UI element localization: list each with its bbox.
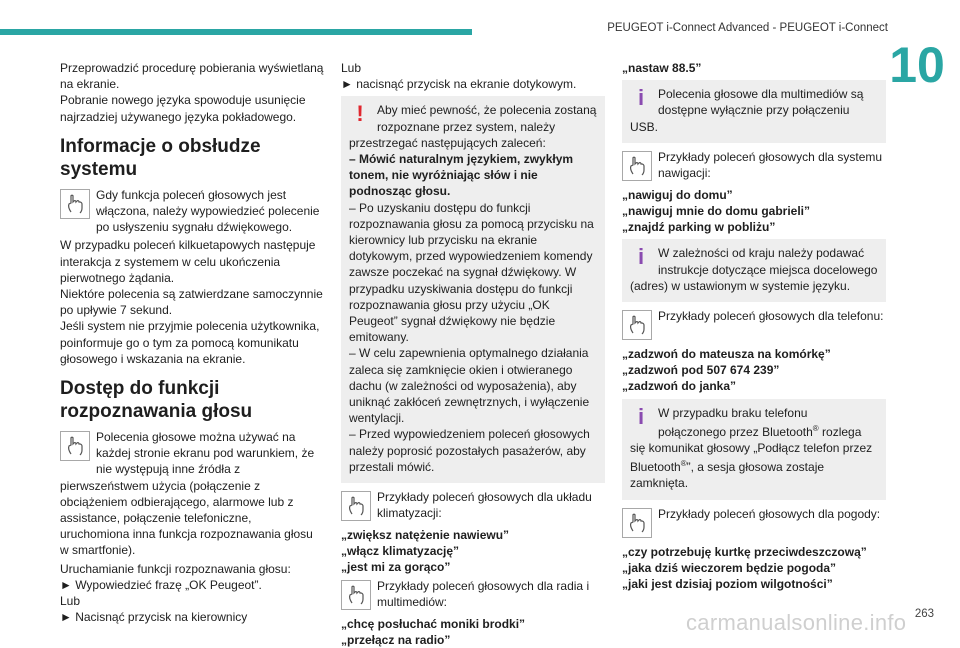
body-text: Niektóre polecenia są zatwierdzane samoczynnie po upływie 7 sekund. [60, 287, 323, 318]
watermark: carmanualsonline.info [686, 610, 907, 635]
section-heading: Informacje o obsłudze systemu [60, 135, 261, 180]
bullet-item: ► Nacisnąć przycisk na kierownicy [60, 610, 248, 625]
note-block [60, 429, 324, 559]
info-icon: i [637, 244, 645, 270]
note-text: Przykłady poleceń głosowych dla pogody: [658, 506, 881, 521]
warning-text: – Przed wypowiedzeniem poleceń głosowych należy poprosić pozostałych pasażerów, aby przestali mówić. [349, 427, 590, 474]
warning-text: – Po uzyskaniu dostępu do funkcji rozpoznawania głosu za pomocą przycisku na kierownicy lub przycisku na ekranie dotykowym, przed wypowiedzeniem komendy zawsze poczekać na sygnał dźwiękowy. W przypadku uzyskiwania dostępu do funkcji rozpoznawania głosu przy użyciu „OK Peugeot” sygnał dźwiękowy nie będzie emitowany. [349, 200, 594, 345]
section-heading: Dostęp do funkcji rozpoznawania głosu [60, 378, 253, 423]
voice-hand-icon [622, 151, 652, 181]
note-block [60, 187, 324, 236]
column-3 [622, 60, 886, 592]
warning-text: – W celu zapewnienia optymalnego działania zaleca się zamknięcie okien i otwieranego dachu (w zależności od wyposażenia), aby uniknąć zakłóceń zewnętrznych, i wyłączenie wentylacji. [349, 346, 590, 426]
column-2 [341, 60, 605, 648]
info-text: Polecenia głosowe dla multimediów są dostępne wyłącznie przy połączeniu USB. [630, 87, 864, 134]
note-text: Przykłady poleceń głosowych dla telefonu: [658, 309, 884, 324]
command-example: „nastaw 88.5” [622, 61, 702, 75]
voice-hand-icon [341, 491, 371, 521]
command-example: „zadzwoń do janka” [622, 379, 737, 394]
note-text: Przykłady poleceń głosowych dla radia i multimediów: [377, 578, 590, 609]
command-example: „jest mi za gorąco” [341, 560, 451, 575]
voice-hand-icon [60, 431, 90, 461]
voice-hand-icon [622, 508, 652, 538]
command-example: „jaka dziś wieczorem będzie pogoda” [622, 560, 837, 575]
body-text: Lub [341, 61, 362, 75]
note-text: Przykłady poleceń głosowych dla systemu nawigacji: [658, 149, 883, 181]
command-example: „chcę posłuchać moniki brodki” [341, 616, 526, 631]
chapter-number: 10 [889, 37, 945, 93]
info-text: W przypadku braku telefonu połączonego przez Bluetooth® rozlega się komunikat głosowy „Podłącz telefon przez Bluetooth®”, a sesja głosowa zostaje zamknięta. [630, 405, 873, 491]
note-block [622, 506, 886, 542]
body-text: W przypadku poleceń kilkuetapowych następuje interakcja z systemem w celu ukończenia pierwotnego żądania. [60, 238, 316, 285]
note-block [341, 489, 605, 525]
header-accent-bar [0, 29, 472, 35]
voice-hand-icon [60, 189, 90, 219]
info-box [622, 399, 886, 500]
bullet-item: ► Wypowiedzieć frazę „OK Peugeot”. [60, 577, 262, 592]
command-example: „zadzwoń do mateusza na komórkę” [622, 347, 831, 362]
info-box [622, 80, 886, 143]
command-example: „nawiguj do domu” [622, 187, 733, 202]
voice-hand-icon [622, 310, 652, 340]
command-example: „włącz klimatyzację” [341, 544, 460, 559]
body-text: Jeśli system nie przyjmie polecenia użytkownika, poinformuje go o tym za pomocą komunikatu głosowego i wskazania na ekranie. [60, 319, 320, 366]
page-number: 263 [914, 608, 934, 620]
command-example: „przełącz na radio” [341, 632, 451, 647]
intro-text: Przeprowadzić procedurę pobierania wyświetlaną na ekranie. [60, 61, 324, 92]
column-1 [60, 60, 324, 625]
info-icon: i [637, 85, 645, 111]
body-text: Uruchamianie funkcji rozpoznawania głosu: [60, 561, 291, 576]
header-title: PEUGEOT i-Connect Advanced - PEUGEOT i-Connect [607, 22, 888, 34]
command-example: „czy potrzebuję kurtkę przeciwdeszczową” [622, 544, 867, 559]
note-text: Polecenia głosowe można używać na każdej stronie ekranu pod warunkiem, że nie występują inne źródła z pierwszeństwem użycia (połączenie z obciążeniem odbierającego, alarmowe lub z assistance, połączenie telefoniczne, uruchomiona inna funkcja rozpoznawania głosu w smartfonie). [60, 430, 315, 558]
command-example: „zadzwoń pod 507 674 239” [622, 363, 780, 378]
exclamation-icon: ! [356, 101, 364, 127]
command-example: „zwiększ natężenie nawiewu” [341, 528, 510, 543]
warning-box [341, 96, 605, 483]
note-block [622, 308, 886, 344]
command-example: „jaki jest dzisiaj poziom wilgotności” [622, 577, 833, 592]
body-text: Lub [60, 594, 81, 609]
info-box [622, 239, 886, 302]
bullet-item: ► nacisnąć przycisk na ekranie dotykowym. [341, 77, 577, 92]
note-text: Przykłady poleceń głosowych dla układu klimatyzacji: [377, 490, 592, 521]
note-block [341, 578, 605, 614]
note-text: Gdy funkcja poleceń głosowych jest włączona, należy wypowiedzieć polecenie po usłyszeniu sygnału dźwiękowego. [96, 187, 320, 235]
intro-text: Pobranie nowego języka spowoduje usunięcie najrzadziej używanego języka pokładowego. [60, 93, 306, 124]
command-example: „nawiguj mnie do domu gabrieli” [622, 204, 811, 219]
warning-text: – Mówić naturalnym językiem, zwykłym tonem, nie wyróżniając słów i nie podnosząc głosu. [349, 152, 574, 199]
command-example: „znajdź parking w pobliżu” [622, 220, 776, 235]
voice-hand-icon [341, 580, 371, 610]
info-icon: i [637, 403, 645, 429]
note-block [622, 149, 886, 185]
warning-text: Aby mieć pewność, że polecenia zostaną rozpoznane przez system, należy przestrzegać następujących zaleceń: [349, 103, 597, 150]
info-text: W zależności od kraju należy podawać instrukcje dotyczące miejsca docelowego (adres) w ustawionym w systemie języku. [630, 246, 878, 293]
